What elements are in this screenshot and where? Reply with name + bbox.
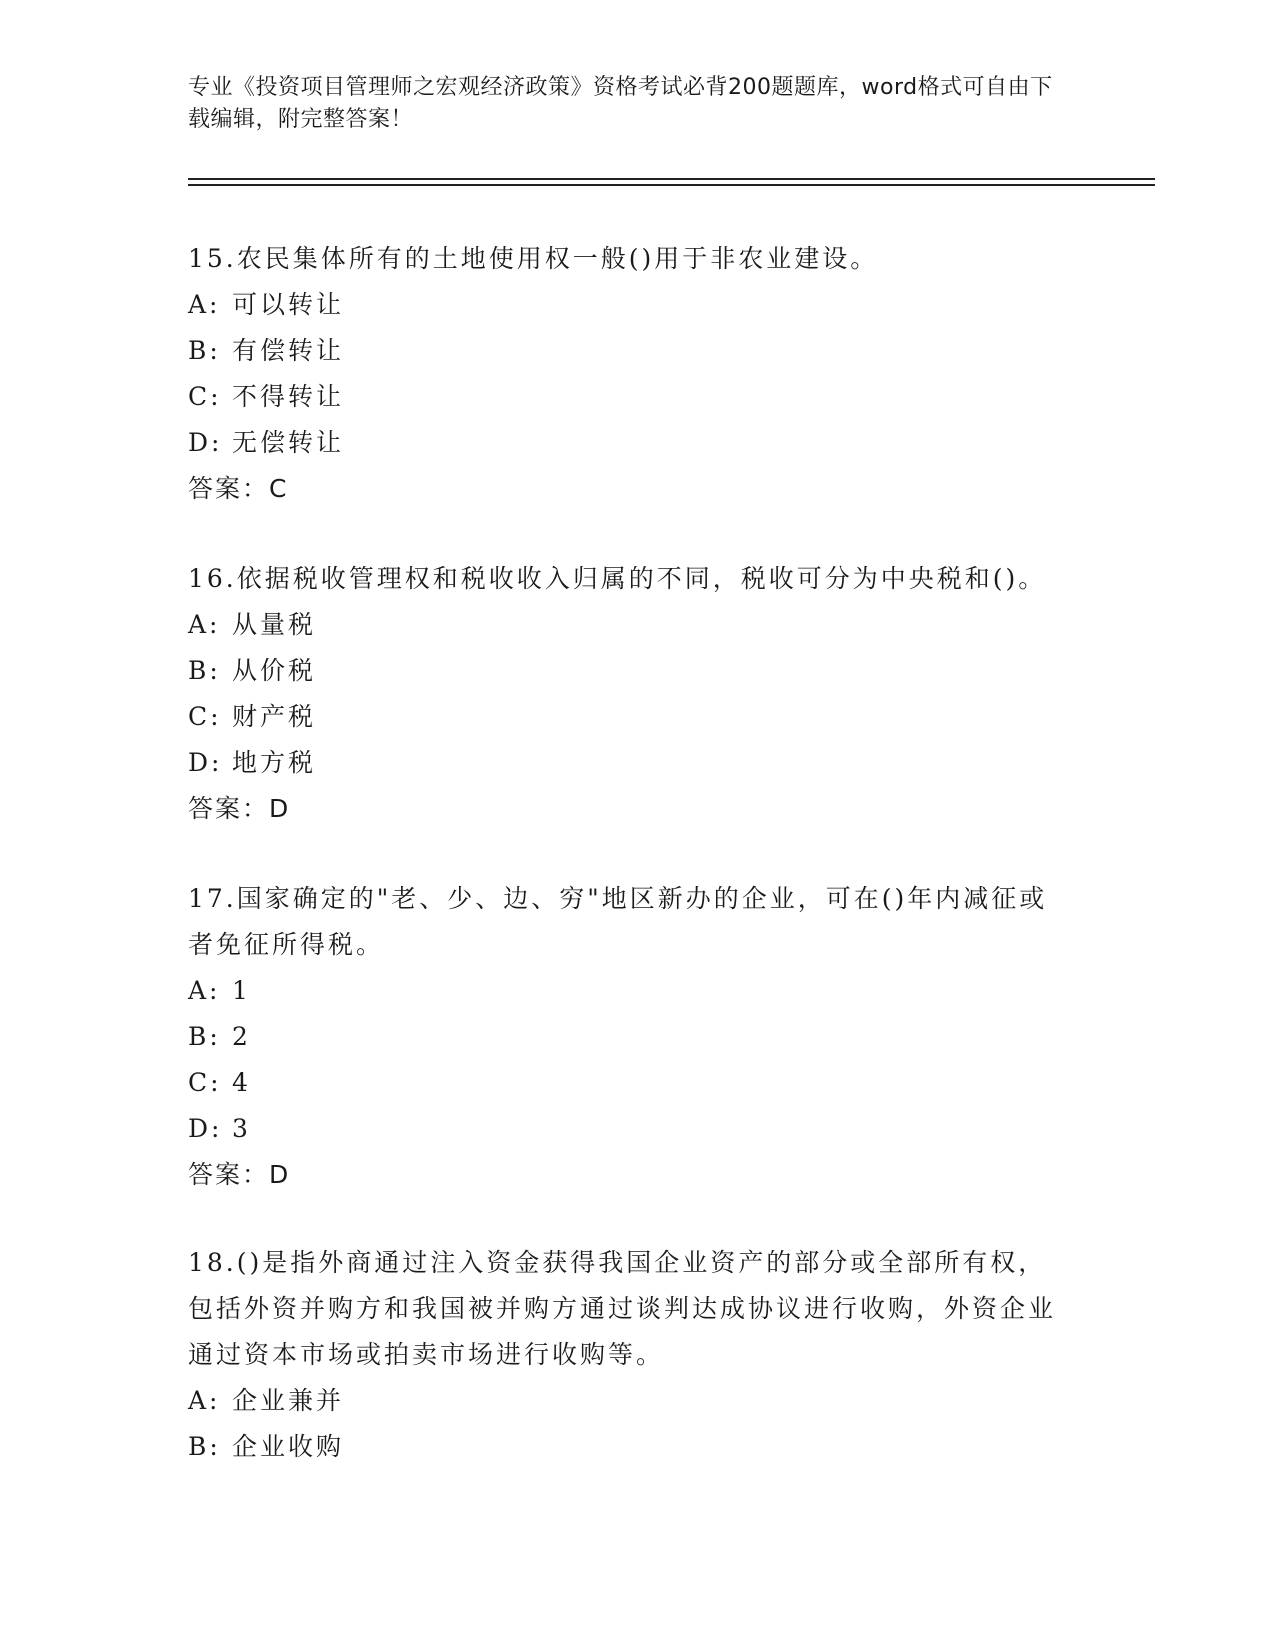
- question-stem: 17.国家确定的"老、少、边、穷"地区新办的企业，可在()年内减征或者免征所得税。: [188, 884, 1048, 959]
- option-letter: B:: [188, 336, 221, 365]
- option-text: 地方税: [232, 748, 317, 777]
- option-d: [188, 740, 1068, 786]
- header-divider-top: [188, 178, 1155, 180]
- option-letter: B:: [188, 1432, 221, 1461]
- option-b: [188, 648, 1068, 694]
- option-c: [188, 694, 1068, 740]
- header-divider-bottom: [188, 184, 1155, 186]
- option-letter: B:: [188, 656, 221, 685]
- option-a: [188, 602, 1068, 648]
- option-text: 不得转让: [232, 382, 345, 411]
- option-text: 企业兼并: [232, 1386, 345, 1415]
- option-text: 企业收购: [232, 1432, 345, 1461]
- question-stem: 18.()是指外商通过注入资金获得我国企业资产的部分或全部所有权，包括外资并购方和我国被并购方通过谈判达成协议进行收购，外资企业通过资本市场或拍卖市场进行收购等。: [188, 1248, 1057, 1369]
- option-a: [188, 282, 1068, 328]
- option-a: [188, 1378, 1068, 1424]
- question-17: [188, 876, 1068, 1198]
- option-letter: D:: [188, 428, 223, 457]
- option-text: 可以转让: [232, 290, 345, 319]
- option-text: 从价税: [232, 656, 317, 685]
- option-text: 3: [232, 1114, 251, 1143]
- option-b: [188, 1424, 1068, 1470]
- document-header: 专业《投资项目管理师之宏观经济政策》资格考试必背200题题库，word格式可自由下载编辑，附完整答案！: [188, 75, 1053, 132]
- option-text: 有偿转让: [232, 336, 345, 365]
- option-b: [188, 1014, 1068, 1060]
- option-text: 无偿转让: [232, 428, 345, 457]
- answer-label: 答案：D: [188, 794, 291, 823]
- option-text: 2: [232, 1022, 251, 1051]
- option-letter: D:: [188, 748, 223, 777]
- option-letter: B:: [188, 1022, 221, 1051]
- option-c: [188, 374, 1068, 420]
- question-stem: 15.农民集体所有的土地使用权一般()用于非农业建设。: [188, 244, 879, 273]
- option-d: [188, 420, 1068, 466]
- answer-label: 答案：C: [188, 474, 289, 503]
- option-text: 从量税: [232, 610, 317, 639]
- question-stem: 16.依据税收管理权和税收收入归属的不同，税收可分为中央税和()。: [188, 564, 1047, 593]
- question-18: [188, 1240, 1068, 1470]
- option-a: [188, 968, 1068, 1014]
- option-letter: C:: [188, 382, 222, 411]
- option-letter: D:: [188, 1114, 223, 1143]
- option-letter: A:: [188, 290, 221, 319]
- option-letter: C:: [188, 1068, 222, 1097]
- option-text: 1: [232, 976, 251, 1005]
- answer-label: 答案：D: [188, 1160, 291, 1189]
- question-16: [188, 556, 1068, 832]
- option-text: 4: [232, 1068, 251, 1097]
- option-letter: A:: [188, 1386, 221, 1415]
- question-15: [188, 236, 1068, 512]
- option-d: [188, 1106, 1068, 1152]
- option-letter: A:: [188, 610, 221, 639]
- option-b: [188, 328, 1068, 374]
- option-letter: C:: [188, 702, 222, 731]
- option-text: 财产税: [232, 702, 317, 731]
- option-c: [188, 1060, 1068, 1106]
- option-letter: A:: [188, 976, 221, 1005]
